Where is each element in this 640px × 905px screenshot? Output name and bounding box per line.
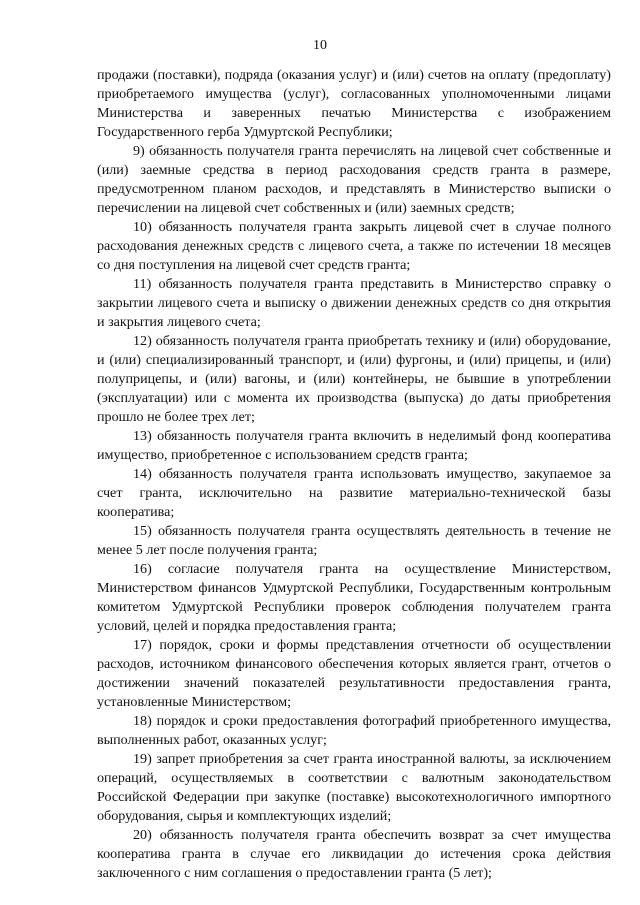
page-number: 10 [313, 38, 327, 53]
paragraph-item-18: 18) порядок и сроки предоставления фотографий приобретенного имущества, выполненных работ, оказанных услуг; [97, 713, 611, 748]
paragraph-item-13: 13) обязанность получателя гранта включить в неделимый фонд кооператива имущество, приобретенное с использованием средств гранта; [97, 428, 611, 463]
paragraph-item-15: 15) обязанность получателя гранта осуществлять деятельность в течение не менее 5 лет после получения гранта; [97, 523, 611, 558]
paragraph-item-14: 14) обязанность получателя гранта использовать имущество, закупаемое за счет гранта, исключительно на развитие материально-технической базы кооператива; [97, 466, 611, 520]
paragraph-item-10: 10) обязанность получателя гранта закрыть лицевой счет в случае полного расходования денежных средств с лицевого счета, а также по истечении 18 месяцев со дня поступления на лицевой счет средств гранта; [97, 219, 611, 273]
paragraph-item-20: 20) обязанность получателя гранта обеспечить возврат за счет имущества кооператива гранта в случае его ликвидации до истечения срока действия заключенного с ним соглашения о предоставлении гранта (5 лет); [97, 827, 611, 881]
paragraph-item-12: 12) обязанность получателя гранта приобретать технику и (или) оборудование, и (или) специализированный транспорт, и (или) фургоны, и (или) прицепы, и (или) полуприцепы, и (или) вагоны, и (или) контейнеры, не бывшие в употреблении (эксплуатации) или с момента их производства (выпуска) до даты приобретения прошло не более трех лет; [97, 333, 611, 425]
paragraph-continuation: продажи (поставки), подряда (оказания услуг) и (или) счетов на оплату (предоплату) приобретаемого имущества (услуг), согласованных уполномоченными лицами Министерства и заверенных печатью Министерства с изображением Государственного герба Удмуртской Республики; [97, 67, 611, 140]
document-body [97, 66, 611, 883]
paragraph-item-17: 17) порядок, сроки и формы представления отчетности об осуществлении расходов, источником финансового обеспечения которых является грант, отчетов о достижении значений показателей результативности предоставления гранта, установленные Министерством; [97, 637, 611, 710]
paragraph-item-9: 9) обязанность получателя гранта перечислять на лицевой счет собственные и (или) заемные средства в период расходования средств гранта в размере, предусмотренном планом расходов, и представлять в Министерство выписки о перечислении на лицевой счет собственных и (или) заемных средств; [97, 143, 611, 216]
paragraph-item-16: 16) согласие получателя гранта на осуществление Министерством, Министерством финансов Удмуртской Республики, Государственным контрольным комитетом Удмуртской Республики проверок соблюдения получателем гранта условий, целей и порядка предоставления гранта; [97, 561, 611, 634]
paragraph-item-19: 19) запрет приобретения за счет гранта иностранной валюты, за исключением операций, осуществляемых в соответствии с валютным законодательством Российской Федерации при закупке (поставке) высокотехнологичного импортного оборудования, сырья и комплектующих изделий; [97, 751, 611, 824]
paragraph-item-11: 11) обязанность получателя гранта представить в Министерство справку о закрытии лицевого счета и выписку о движении денежных средств со дня открытия и закрытия лицевого счета; [97, 276, 611, 330]
